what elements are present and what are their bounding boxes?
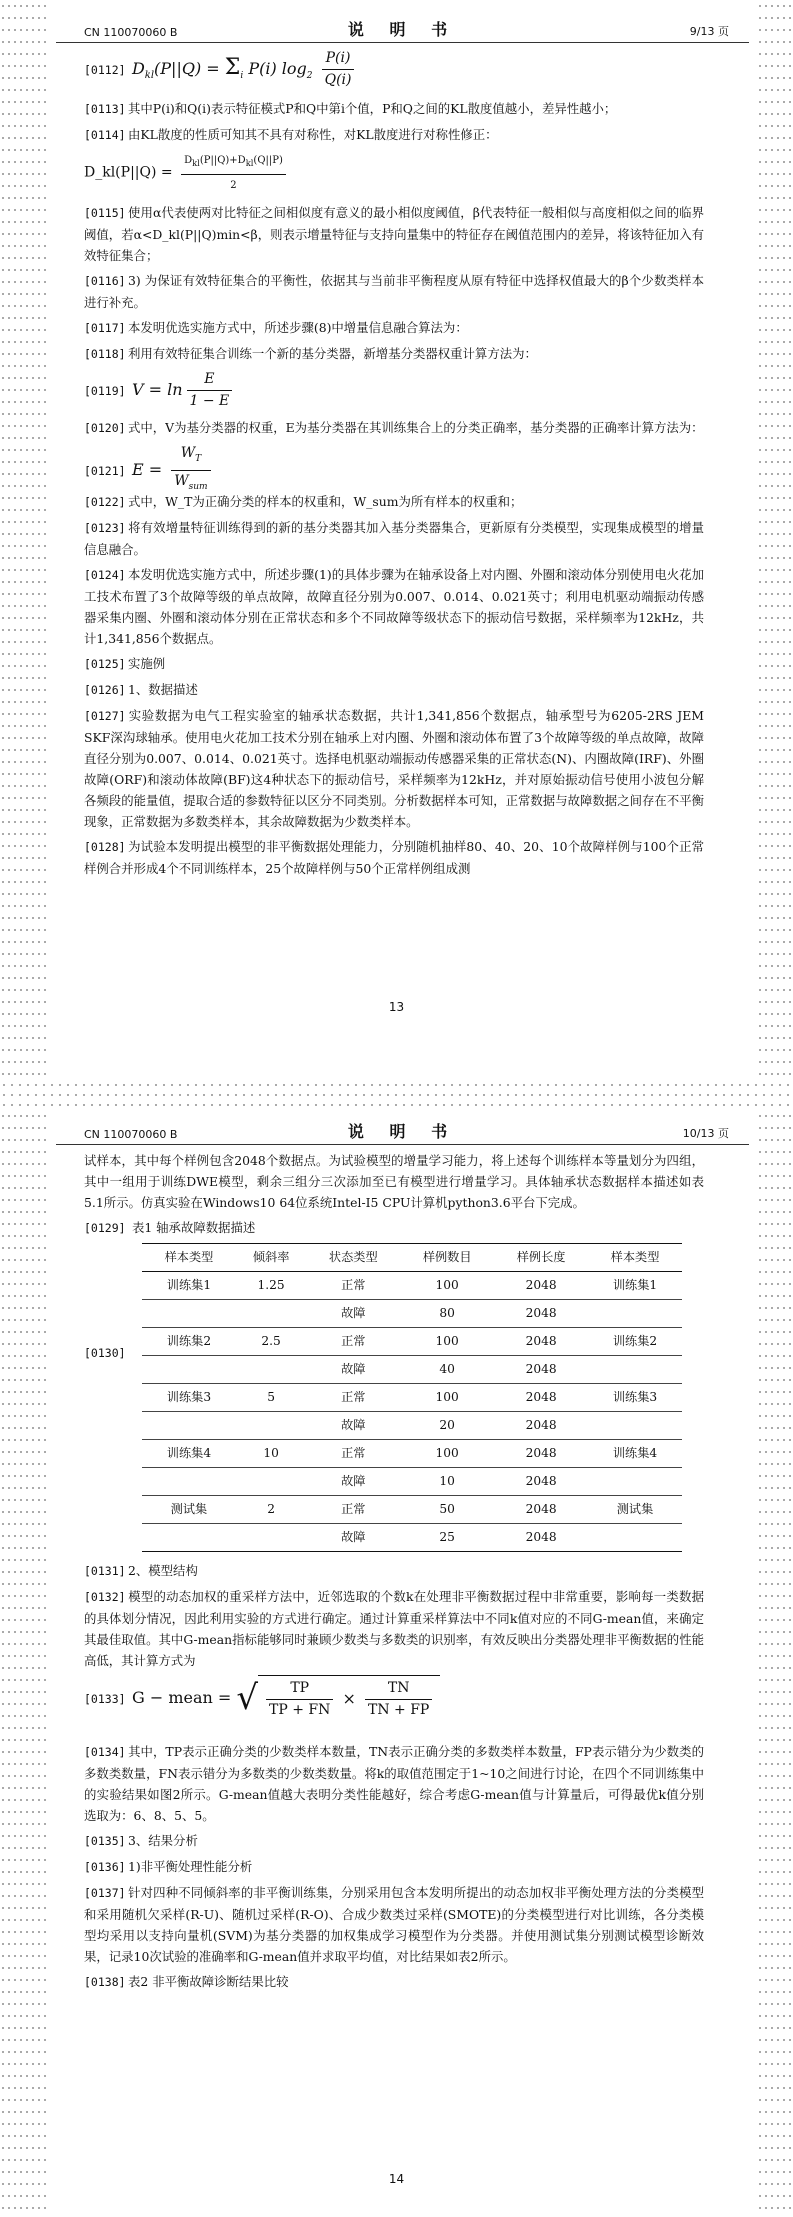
- table-cell: [588, 1468, 682, 1496]
- table-row: [142, 1328, 682, 1356]
- table-cell: 正常: [306, 1328, 400, 1356]
- table-cell: 训练集3: [588, 1384, 682, 1412]
- paragraph-number: [0128]: [84, 840, 126, 854]
- paragraph-text: 模型的动态加权的重采样方法中，近邻选取的个数k在处理非平衡数据过程中非常重要，影响每一类数据的具体划分情况，因此利用实验的方式进行确定。通过计算重采样算法中不同k值对应的不同G-mean值，来确定其最佳取值。其中G-mean指标能够同时兼顾少数类与多数类的识别率，有效反映出分类器处理非平衡数据的性能高低，其计算方式为: [84, 1589, 704, 1668]
- paragraph-number: [0138]: [84, 1975, 126, 1989]
- table-cell: 故障: [306, 1412, 400, 1440]
- table-cell: 2048: [494, 1440, 588, 1468]
- paragraph-text: 本发明优选实施方式中，所述步骤(1)的具体步骤为在轴承设备上对内圈、外圈和滚动体分别使用电火花加工技术布置了3个故障等级的单点故障，故障直径分别为0.007、0.014、0.021英寸；利用电机驱动端振动传感器采集内圈、外圈和滚动体分别在正常状态和多个不同故障等级状态下的振动信号数据，采样频率为12kHz，共计1,341,856个数据点。: [84, 567, 704, 646]
- paragraph: [84, 1830, 704, 1852]
- paragraph-text: 由KL散度的性质可知其不具有对称性，对KL散度进行对称性修正：: [128, 127, 498, 142]
- table-cell: 2048: [494, 1384, 588, 1412]
- paragraph-number: [0117]: [84, 321, 126, 335]
- paragraph-text: 实验数据为电气工程实验室的轴承状态数据，共计1,341,856个数据点，轴承型号为6205-2RS JEM SKF深沟球轴承。使用电火花加工技术分别在轴承上对内圈、外圈和滚动体布置了3个故障等级的单点故障，故障直径分别为0.007、0.014、0.021英寸。选择电机驱动端振动传感器采集的正常状态(N)、内圈故障(IRF)、外圈故障(ORF)和滚动体故障(BF)这4种状态下的振动信号，采样频率为12kHz，并对原始振动信号使用小波包分解各频段的能量值，提取合适的参数特征以区分不同类别。分析数据样本可知，正常数据与故障数据之间存在不平衡现象，正常数据为多数类样本，其余故障数据为少数类样本。: [84, 708, 704, 829]
- table-cell: 2048: [494, 1524, 588, 1552]
- symmetric-kl-formula: D_kl(P||Q) = $\frac{D_{kl}(P||Q)+D_{kl}(Q||P)}{2}$: [84, 146, 704, 198]
- table-cell: 训练集1: [588, 1272, 682, 1300]
- paragraph: [84, 98, 704, 120]
- table-cell: [142, 1356, 236, 1384]
- paragraph: [84, 443, 704, 492]
- paragraph: [84, 1971, 704, 1993]
- paragraph: [84, 202, 704, 266]
- table-cell: 测试集: [588, 1496, 682, 1524]
- table-cell: 50: [400, 1496, 494, 1524]
- table-cell: 2048: [494, 1468, 588, 1496]
- paragraph-number: [0136]: [84, 1860, 126, 1874]
- paragraph-number: [0119]: [84, 384, 126, 398]
- table-cell: 正常: [306, 1272, 400, 1300]
- table-cell: [236, 1468, 306, 1496]
- paragraph-number: [0118]: [84, 347, 126, 361]
- section-heading: 实施例: [128, 656, 166, 671]
- column-header: 样例长度: [494, 1244, 588, 1272]
- table-cell: 25: [400, 1524, 494, 1552]
- paragraph-number: [0112]: [84, 63, 126, 77]
- table-cell: 训练集2: [142, 1328, 236, 1356]
- table-cell: 100: [400, 1328, 494, 1356]
- column-header: 状态类型: [306, 1244, 400, 1272]
- paragraph: [84, 679, 704, 701]
- page-1: [0, 0, 793, 1080]
- table-row: [142, 1384, 682, 1412]
- table-block: [84, 1243, 704, 1552]
- table-cell: 20: [400, 1412, 494, 1440]
- paragraph-number: [0113]: [84, 102, 126, 116]
- table-cell: [236, 1524, 306, 1552]
- paragraph-number: [0127]: [84, 709, 126, 723]
- paragraph-number: [0125]: [84, 657, 126, 671]
- table-cell: 80: [400, 1300, 494, 1328]
- page-gap: [0, 1080, 793, 1110]
- table-caption: 表1 轴承故障数据描述: [131, 1220, 256, 1235]
- table-header-row: [142, 1244, 682, 1272]
- paragraph-number: [0132]: [84, 1590, 126, 1604]
- paragraph-number: [0114]: [84, 128, 126, 142]
- paragraph: [84, 343, 704, 365]
- paragraph-number: [0120]: [84, 421, 126, 435]
- table-cell: [236, 1356, 306, 1384]
- paragraph-number: [0129]: [84, 1221, 126, 1235]
- table-cell: 故障: [306, 1468, 400, 1496]
- table-cell: 2048: [494, 1496, 588, 1524]
- paragraph-text: 为试验本发明提出模型的非平衡数据处理能力，分别随机抽样80、40、20、10个故障样例与100个正常样例合并形成4个不同训练样本，25个故障样例与50个正常样例组成测: [84, 839, 704, 876]
- paragraph: [84, 124, 704, 198]
- subsection-heading: 3、结果分析: [128, 1833, 198, 1848]
- table-cell: 2048: [494, 1272, 588, 1300]
- page-2: [0, 1110, 793, 2217]
- table-caption: 表2 非平衡故障诊断结果比较: [128, 1974, 289, 1989]
- table-cell: 10: [236, 1440, 306, 1468]
- table-row: [142, 1300, 682, 1328]
- table-row: [142, 1356, 682, 1384]
- accuracy-formula: E = $\frac{W_T}{W_{sum}}$: [132, 460, 215, 479]
- paragraph-text: 试样本，其中每个样例包含2048个数据点。为试验模型的增量学习能力，将上述每个训练样本等量划分为四组，其中一组用于训练DWE模型，剩余三组分三次添加至已有模型进行增量学习。具体轴承状态数据样本描述如表5.1所示。仿真实验在Windows10 64位系统Intel-I5 CPU计算机python3.6平台下完成。: [84, 1153, 704, 1210]
- page-number: 14: [388, 2172, 405, 2186]
- paragraph: [84, 417, 704, 439]
- column-header: 样本类型: [142, 1244, 236, 1272]
- table-row: [142, 1440, 682, 1468]
- paragraph-text: 式中，W_T为正确分类的样本的权重和，W_sum为所有样本的权重和；: [128, 494, 523, 509]
- table-cell: [588, 1300, 682, 1328]
- patent-number: CN 110070060 B: [84, 26, 178, 39]
- paragraph: [84, 48, 704, 94]
- column-header: 样本类型: [588, 1244, 682, 1272]
- paragraph-text: 3) 为保证有效特征集合的平衡性，依据其与当前非平衡程度从原有特征中选择权值最大的β个少数类样本进行补充。: [84, 273, 704, 310]
- paragraph: [84, 705, 704, 832]
- paragraph-number: [0121]: [84, 463, 126, 478]
- table-cell: 正常: [306, 1496, 400, 1524]
- paragraph-text: 其中，TP表示正确分类的少数类样本数量，TN表示正确分类的多数类样本数量，FP表示错分为少数类的多数类数量，FN表示错分为多数类的少数类数量。将k的取值范围定于1~10之间进行讨论，在四个不同训练集中的实验结果如图2所示。G-mean值越大表明分类性能越好，综合考虑G-mean值与计算量后，可得最优k值分别选取为：6、8、5、5。: [84, 1744, 704, 1823]
- subsection-heading: 1、数据描述: [128, 682, 198, 697]
- table-cell: [588, 1356, 682, 1384]
- table-cell: 故障: [306, 1300, 400, 1328]
- table-cell: 100: [400, 1384, 494, 1412]
- table-cell: 40: [400, 1356, 494, 1384]
- paragraph: [84, 270, 704, 313]
- table-cell: [588, 1412, 682, 1440]
- table-cell: 2.5: [236, 1328, 306, 1356]
- paragraph-number: [0134]: [84, 1745, 126, 1759]
- table-cell: 故障: [306, 1356, 400, 1384]
- paragraph-text: 式中，V为基分类器的权重，E为基分类器在其训练集合上的分类正确率，基分类器的正确率计算方法为：: [128, 420, 704, 435]
- table-cell: [588, 1524, 682, 1552]
- table-caption-row: [84, 1217, 704, 1239]
- table-cell: 2048: [494, 1356, 588, 1384]
- table-row: [142, 1468, 682, 1496]
- paragraph-number: [0123]: [84, 521, 126, 535]
- paragraph-number: [0115]: [84, 206, 126, 220]
- page-header: [56, 1120, 749, 1145]
- bearing-data-table: [142, 1243, 682, 1552]
- paragraph-number: [0116]: [84, 274, 126, 288]
- subsection-heading: 1)非平衡处理性能分析: [128, 1859, 253, 1874]
- paragraph-text: 其中P(i)和Q(i)表示特征模式P和Q中第i个值，P和Q之间的KL散度值越小，差异性越小；: [128, 101, 617, 116]
- table-cell: 100: [400, 1272, 494, 1300]
- table-row: [142, 1524, 682, 1552]
- page-1-body: [84, 48, 704, 883]
- paragraph: [84, 836, 704, 879]
- paragraph: [84, 517, 704, 560]
- table-cell: [142, 1468, 236, 1496]
- table-cell: [142, 1300, 236, 1328]
- patent-number: CN 110070060 B: [84, 1128, 178, 1141]
- paragraph: [84, 1856, 704, 1878]
- paragraph: [84, 564, 704, 649]
- paragraph: [84, 1150, 704, 1213]
- page-2-body: [84, 1150, 704, 1997]
- paragraph-text: 本发明优选实施方式中，所述步骤(8)中增量信息融合算法为：: [128, 320, 468, 335]
- page-title: 说 明 书: [347, 1122, 458, 1141]
- paragraph: [84, 1882, 704, 1967]
- table-cell: 训练集4: [588, 1440, 682, 1468]
- table-cell: [142, 1412, 236, 1440]
- page-number: 13: [388, 1000, 405, 1014]
- table-cell: 正常: [306, 1440, 400, 1468]
- table-row: [142, 1412, 682, 1440]
- table-cell: 2048: [494, 1300, 588, 1328]
- paragraph-text: 利用有效特征集合训练一个新的基分类器，新增基分类器权重计算方法为：: [128, 346, 537, 361]
- subsection-heading: 2、模型结构: [128, 1563, 198, 1578]
- paragraph: [84, 317, 704, 339]
- paragraph-number: [0135]: [84, 1834, 126, 1848]
- table-cell: [142, 1524, 236, 1552]
- table-cell: 1.25: [236, 1272, 306, 1300]
- column-header: 样例数目: [400, 1244, 494, 1272]
- table-cell: 训练集3: [142, 1384, 236, 1412]
- g-mean-formula: G − mean = √ $\frac{TP}{TP + FN}$ × $\frac{TN}{TN + FP}$: [132, 1688, 440, 1707]
- table-cell: 5: [236, 1384, 306, 1412]
- paragraph-number: [0137]: [84, 1886, 126, 1900]
- paragraph-number: [0126]: [84, 683, 126, 697]
- paragraph-number: [0122]: [84, 495, 126, 509]
- paragraph-number: [0130]: [84, 1346, 126, 1360]
- weight-formula: V = ln $\frac{E}{1 - E}$: [132, 380, 236, 399]
- paragraph: [84, 1675, 704, 1737]
- page-title: 说 明 书: [347, 20, 458, 39]
- paragraph: [84, 491, 704, 513]
- table-cell: 100: [400, 1440, 494, 1468]
- table-cell: 故障: [306, 1524, 400, 1552]
- paragraph: [84, 1586, 704, 1671]
- table-cell: 正常: [306, 1384, 400, 1412]
- table-cell: 2: [236, 1496, 306, 1524]
- column-header: 倾斜率: [236, 1244, 306, 1272]
- paragraph: [84, 1560, 704, 1582]
- table-cell: 2048: [494, 1412, 588, 1440]
- table-cell: 10: [400, 1468, 494, 1496]
- table-cell: [236, 1412, 306, 1440]
- table-cell: 测试集: [142, 1496, 236, 1524]
- table-cell: 训练集2: [588, 1328, 682, 1356]
- paragraph-text: 针对四种不同倾斜率的非平衡训练集，分别采用包含本发明所提出的动态加权非平衡处理方法的分类模型和采用随机欠采样(R-U)、随机过采样(R-O)、合成少数类过采样(SMOTE)的分类模型进行对比训练，各分类模型均采用以支持向量机(SVM)为基分类器的加权集成学习模型作为分类器。并使用测试集分别测试模型诊断效果，记录10次试验的准确率和G-mean值并求取平均值，对比结果如表2所示。: [84, 1885, 704, 1964]
- paragraph-number: [0131]: [84, 1564, 126, 1578]
- page-count: 10/13 页: [682, 1127, 729, 1140]
- kl-divergence-formula: $D_{kl}(P||Q) = \Sigma_i$ P(i) $\log_2$ $\frac{P(i)}{Q(i)}$: [132, 59, 359, 78]
- paragraph: [84, 653, 704, 675]
- paragraph-text: 使用α代表使两对比特征之间相似度有意义的最小相似度阈值，β代表特征一般相似与高度相似之间的临界阈值，若α<D_kl(P||Q)min<β，则表示增量特征与支持向量集中的特征存在阈值范围内的差异，将该特征加入有效特征集合；: [84, 205, 704, 263]
- table-row: [142, 1272, 682, 1300]
- paragraph: [84, 1741, 704, 1826]
- paragraph: [84, 369, 704, 413]
- page-header: [56, 18, 749, 43]
- table-row: [142, 1496, 682, 1524]
- table-cell: 训练集1: [142, 1272, 236, 1300]
- table-cell: 2048: [494, 1328, 588, 1356]
- table-cell: 训练集4: [142, 1440, 236, 1468]
- paragraph-text: 将有效增量特征训练得到的新的基分类器其加入基分类器集合，更新原有分类模型，实现集成模型的增量信息融合。: [84, 520, 704, 557]
- paragraph-number: [0124]: [84, 568, 126, 582]
- page-count: 9/13 页: [689, 25, 729, 38]
- table-cell: [236, 1300, 306, 1328]
- paragraph-number: [0133]: [84, 1691, 126, 1706]
